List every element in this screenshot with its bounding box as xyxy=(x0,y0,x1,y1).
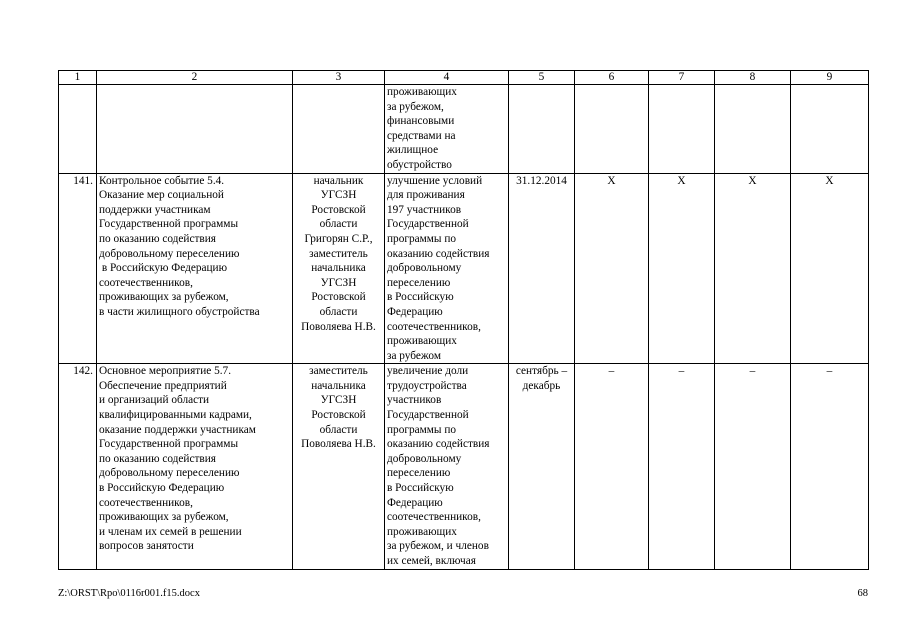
text-line: заместитель xyxy=(309,247,368,260)
text-line: сентябрь – xyxy=(515,365,568,378)
text-line: Поволяева Н.В. xyxy=(301,320,376,333)
col-header-9: 9 xyxy=(791,71,869,85)
cell-col8: – xyxy=(715,364,791,569)
cell-col9: – xyxy=(791,364,869,569)
text-line: обустройство xyxy=(387,158,452,171)
text-line: в Российскую xyxy=(387,482,454,495)
text-line: квалифицированными кадрами, xyxy=(99,409,252,422)
text-line: участников xyxy=(387,394,442,407)
cell-col9 xyxy=(791,85,869,174)
text-line: оказанию содействия xyxy=(387,438,490,451)
cell-event xyxy=(97,85,293,174)
text-line: УГСЗН xyxy=(320,394,357,407)
row-number: 142. xyxy=(59,364,97,569)
text-line: области xyxy=(319,423,358,436)
text-line: увеличение доли xyxy=(387,365,469,378)
col-header-5: 5 xyxy=(509,71,575,85)
text-line: вопросов занятости xyxy=(99,540,194,553)
text-line: Оказание мер социальной xyxy=(99,189,224,202)
cell-date: 31.12.2014 xyxy=(509,173,575,364)
text-line: добровольному переселению xyxy=(99,247,240,260)
plan-table xyxy=(58,70,869,570)
table-row-141 xyxy=(59,173,869,364)
text-line: Федерацию xyxy=(387,305,443,318)
cell-col6: – xyxy=(575,364,649,569)
text-line: добровольному xyxy=(387,452,462,465)
text-line: Ростовской xyxy=(311,203,366,216)
text-line: в Российскую Федерацию xyxy=(99,482,225,495)
cell-event xyxy=(97,364,293,569)
cell-col8 xyxy=(715,85,791,174)
text-line: Обеспечение предприятий xyxy=(99,379,227,392)
text-line: области xyxy=(319,305,358,318)
text-line: проживающих xyxy=(387,335,457,348)
cell-responsible xyxy=(293,173,385,364)
col-header-7: 7 xyxy=(649,71,715,85)
text-line: средствами на xyxy=(387,129,456,142)
text-line: программы по xyxy=(387,232,457,245)
footer-file-path: Z:\ORST\Rpo\0116r001.f15.docx xyxy=(58,588,200,599)
column-number-row xyxy=(59,71,869,85)
col-header-1: 1 xyxy=(59,71,97,85)
text-line: начальника xyxy=(311,379,366,392)
text-line: финансовыми xyxy=(387,115,455,128)
cell-col8: Х xyxy=(715,173,791,364)
text-line: по оказанию содействия xyxy=(99,452,217,465)
text-line: Федерацию xyxy=(387,496,443,509)
text-line: соотечественников, xyxy=(99,276,193,289)
text-line: трудоустройства xyxy=(387,379,467,392)
text-line: и организаций области xyxy=(99,394,210,407)
text-line: начальника xyxy=(311,262,366,275)
table-row-continued xyxy=(59,85,869,174)
text-line: Ростовской xyxy=(311,409,366,422)
text-line: УГСЗН xyxy=(320,276,357,289)
text-line: Государственной xyxy=(387,218,469,231)
text-line: их семей, включая xyxy=(387,555,476,567)
text-line: начальник xyxy=(313,174,364,187)
text-line: за рубежом, и членов xyxy=(387,540,489,553)
text-line: Государственной xyxy=(387,409,469,422)
col-header-4: 4 xyxy=(385,71,509,85)
row-number: 141. xyxy=(59,173,97,364)
cell-responsible xyxy=(293,364,385,569)
text-line: переселению xyxy=(387,276,451,289)
text-line: поддержки участникам xyxy=(99,203,211,216)
cell-responsible xyxy=(293,85,385,174)
col-header-6: 6 xyxy=(575,71,649,85)
cell-col6: Х xyxy=(575,173,649,364)
cell-col6 xyxy=(575,85,649,174)
cell-result xyxy=(385,173,509,364)
text-line: проживающих за рубежом, xyxy=(99,511,229,524)
cell-event xyxy=(97,173,293,364)
text-line: проживающих за рубежом, xyxy=(99,291,229,304)
text-line: Ростовской xyxy=(311,291,366,304)
text-line: переселению xyxy=(387,467,451,480)
text-line: улучшение условий xyxy=(387,174,483,187)
cell-col7: – xyxy=(649,364,715,569)
text-line: для проживания xyxy=(387,189,465,202)
text-line: проживающих xyxy=(387,86,457,98)
text-line: декабрь xyxy=(522,379,561,392)
cell-col7 xyxy=(649,85,715,174)
text-line: Основное мероприятие 5.7. xyxy=(99,365,232,378)
text-line: добровольному xyxy=(387,262,462,275)
page-number: 68 xyxy=(857,588,868,599)
cell-col7: Х xyxy=(649,173,715,364)
text-line: Григорян С.Р., xyxy=(304,232,373,245)
text-line: добровольному переселению xyxy=(99,467,240,480)
text-line: 197 участников xyxy=(387,203,462,216)
text-line: заместитель xyxy=(309,365,368,378)
text-line: оказанию содействия xyxy=(387,247,490,260)
text-line: Контрольное событие 5.4. xyxy=(99,174,225,187)
text-line: Поволяева Н.В. xyxy=(301,438,376,451)
cell-col9: Х xyxy=(791,173,869,364)
col-header-3: 3 xyxy=(293,71,385,85)
text-line: в Российскую xyxy=(387,291,454,304)
text-line: в Российскую Федерацию xyxy=(99,262,228,275)
col-header-8: 8 xyxy=(715,71,791,85)
text-line: жилищное xyxy=(387,144,439,157)
cell-num xyxy=(59,85,97,174)
text-line: программы по xyxy=(387,423,457,436)
text-line: Государственной программы xyxy=(99,438,239,451)
text-line: за рубежом, xyxy=(387,100,444,113)
text-line: проживающих xyxy=(387,525,457,538)
text-line: соотечественников, xyxy=(99,496,193,509)
text-line: УГСЗН xyxy=(320,189,357,202)
text-line: по оказанию содействия xyxy=(99,232,217,245)
col-header-2: 2 xyxy=(97,71,293,85)
text-line: за рубежом xyxy=(387,349,442,362)
text-line: оказание поддержки участникам xyxy=(99,423,256,436)
text-line: области xyxy=(319,218,358,231)
text-line: соотечественников, xyxy=(387,320,481,333)
text-line: и членам их семей в решении xyxy=(99,525,242,538)
cell-date xyxy=(509,85,575,174)
cell-result xyxy=(385,364,509,569)
text-line: в части жилищного обустройства xyxy=(99,305,260,318)
text-line: соотечественников, xyxy=(387,511,481,524)
cell-result xyxy=(385,85,509,174)
cell-date xyxy=(509,364,575,569)
table-row-142 xyxy=(59,364,869,569)
text-line: Государственной программы xyxy=(99,218,239,231)
